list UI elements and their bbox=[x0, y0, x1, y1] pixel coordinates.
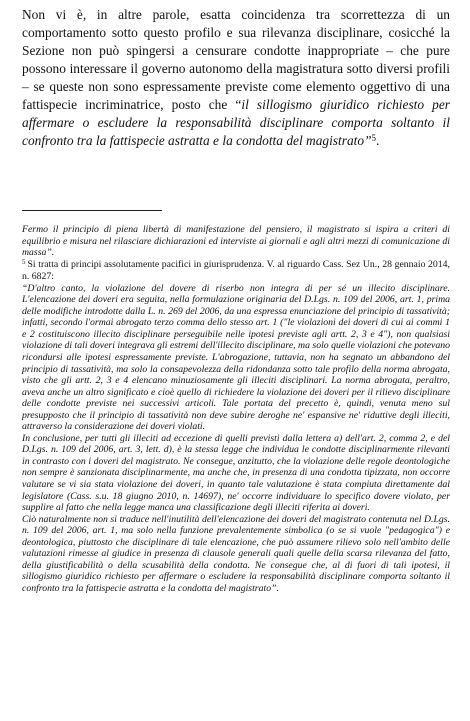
footnote-reference: 5 bbox=[371, 133, 377, 143]
main-text-plain: Non vi è, in altre parole, esatta coincidenza tra scorrettezza di un comportamento sotto questo profilo e sua rilevanza disciplinare, cosicché la Sezione non può spingersi a censurare condotte inappropriate – che pure possono interessare il governo autonomo della magistratura sotto diversi profili – se queste non sono espressamente previste come elemento oggettivo di una fattispecie incriminatrice, posto che “ bbox=[22, 7, 450, 112]
footnote-5-quote-paragraph-3: Ciò naturalmente non si traduce nell'inutilità dell'elencazione dei doveri del magistrato contenuta nel D.Lgs. n. 109 del 2006, art. 1, ma solo nella funzione prevalentemente simbolica (o se si vuole "pedagogica") e deontologica, piuttosto che disciplinare di tale elencazione, che può assumere rilievo solo nell'ambito delle valutazioni rimesse al giudice in presenza di clausole generali quali quelle della scarsa rilevanza del fatto, della giustificabilità o della scusabilità della condotta. Ne consegue che, al di fuori di tali ipotesi, il sillogismo giuridico richiesto per affermare o escludere la responsabilità disciplinare comporta soltanto il confronto tra la fattispecie astratta e la condotta del magistrato”. bbox=[22, 513, 450, 594]
footnote-5-intro-text: Si tratta di principi assolutamente pacifici in giurisprudenza. V. al riguardo Cass. Sez Un., 28 gennaio 2014, n. 6827: bbox=[22, 258, 450, 283]
footnote-5-number: 5 bbox=[22, 257, 26, 266]
main-text-closing-quote: ” bbox=[364, 133, 372, 148]
main-paragraph bbox=[22, 6, 450, 150]
main-text-quote: il sillogismo giuridico richiesto per affermare o escludere la responsabilità disciplinare comporta soltanto il confronto tra la fattispecie astratta e la condotta del magistrato bbox=[22, 97, 451, 148]
footnote-5-intro bbox=[22, 259, 450, 283]
footnote-separator bbox=[22, 210, 162, 211]
footnote-5-quote-paragraph-2: In conclusione, per tutti gli illeciti ad eccezione di quelli previsti dalla lettera a) dell'art. 2, comma 2, e del D.Lgs. n. 109 del 2006, art. 3, lett. d), è la stessa legge che individua le condotte disciplinarmente rilevanti in contrasto con i doveri del magistrato. Ne consegue, anzitutto, che la violazione delle regole deontologiche non sempre è sanzionata disciplinarmente, ma anche che, in presenza di una condotta tipizzata, non occorre valutare se vi sia stata violazione dei doveri, in quanto tale valutazione è stata compiuta direttamente dal legislatore (Cass. s.u. 18 giugno 2010, n. 14697), ne' occorre individuare lo specifico dovere violato, per supplire al fatto che nella legge manca una classificazione degli illeciti riferita ai doveri. bbox=[22, 432, 450, 514]
previous-footnote-tail: Fermo il principio di piena libertà di manifestazione del pensiero, il magistrato si ispira a criteri di equilibrio e misura nel rilasciare dichiarazioni ed interviste ai giornali e agli altri mezzi di comunicazione di massa”. bbox=[22, 224, 450, 259]
main-text-end: . bbox=[376, 133, 380, 148]
footnote-5-quote-paragraph-1: “D'altro canto, la violazione del dovere di riserbo non integra di per sé un illecito disciplinare. L'elencazione dei doveri era seguita, nella formulazione originaria del D.Lgs. n. 109 del 2006, art. 1, prima delle modifiche introdotte dalla L. n. 269 del 2006, da una espressa enunciazione del principio di tassatività; infatti, secondo l'ormai abrogato terzo comma dello stesso art. 1 ("le violazioni dei doveri di cui ai commi 1 e 2 costituiscono illecito disciplinare perseguibile nelle ipotesi previste agli artt. 2, 3 e 4"), non qualsiasi violazione di tali doveri integrava gli estremi dell'illecito disciplinare, ma solo quelle violazioni che potevano ricondursi alle ipotesi espressamente previste. L'abrogazione, tuttavia, non ha segnato un abbandono del principio di tassatività, ma solo la consapevolezza della ridondanza sotto tale profilo della norma abrogata, visto che gli artt. 2, 3 e 4 elencano minuziosamente gli illeciti disciplinari. La norma abrogata, peraltro, aveva anche un altro significato e cioè quello di richiedere la violazione dei doveri per il rilievo disciplinare delle condotte previste nei successivi articoli. Tale portata del precetto è, quindi, venuta meno sul presupposto che il principio di tassatività non deve subire deroghe ne' espansive ne' riduttive degli illeciti, attraverso la considerazione dei doveri violati. bbox=[22, 282, 450, 433]
footnotes-section bbox=[22, 224, 450, 595]
